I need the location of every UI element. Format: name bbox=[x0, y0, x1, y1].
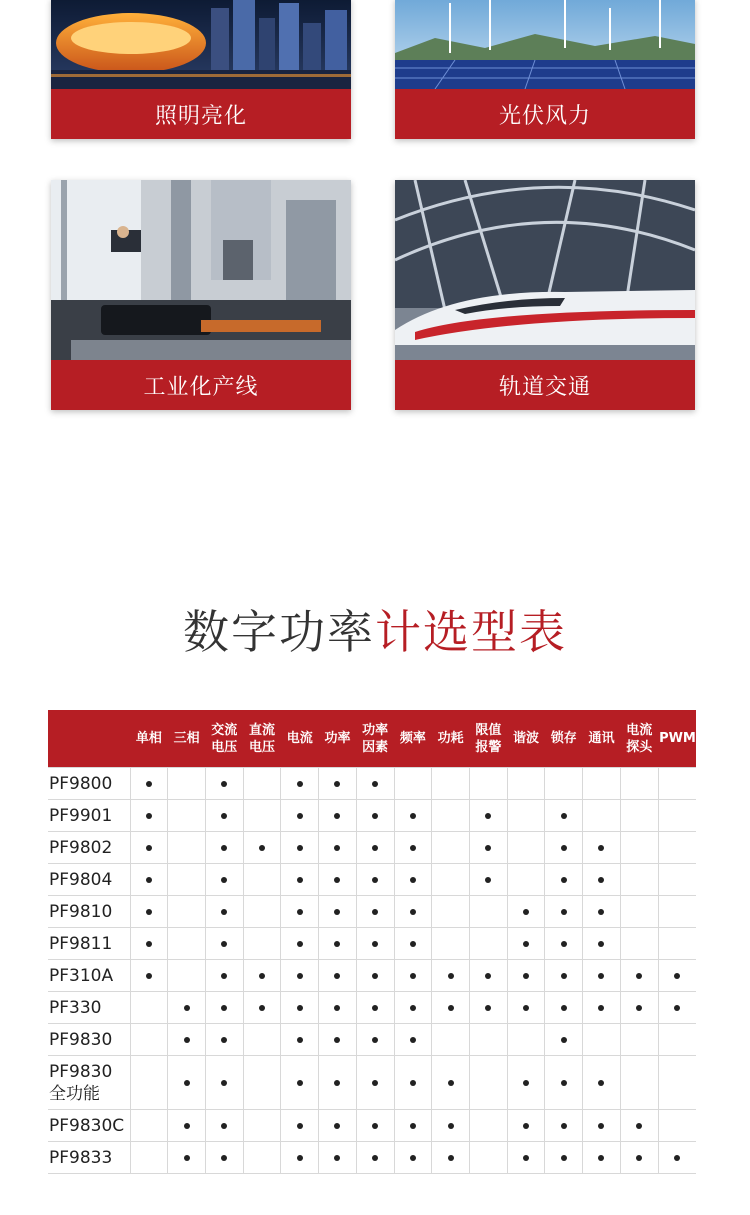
model-name: PF330 bbox=[48, 992, 130, 1024]
feature-dot bbox=[356, 832, 394, 864]
feature-dot bbox=[205, 768, 243, 800]
table-row bbox=[48, 896, 696, 928]
feature-dot bbox=[319, 768, 357, 800]
feature-cell bbox=[620, 928, 658, 960]
column-header: 交流 电压 bbox=[205, 710, 243, 768]
feature-dot bbox=[319, 1110, 357, 1142]
feature-cell bbox=[620, 896, 658, 928]
column-header: 单相 bbox=[130, 710, 168, 768]
feature-cell bbox=[469, 768, 507, 800]
card-photovoltaic-wind[interactable] bbox=[395, 0, 695, 139]
table-row bbox=[48, 832, 696, 864]
feature-dot bbox=[583, 1142, 621, 1174]
model-selection-table bbox=[48, 710, 696, 1174]
feature-cell bbox=[168, 864, 206, 896]
feature-dot bbox=[620, 960, 658, 992]
feature-cell bbox=[658, 896, 696, 928]
feature-dot bbox=[583, 1056, 621, 1110]
feature-dot bbox=[583, 928, 621, 960]
feature-cell bbox=[168, 768, 206, 800]
feature-cell bbox=[469, 1024, 507, 1056]
feature-cell bbox=[168, 960, 206, 992]
feature-dot bbox=[394, 992, 432, 1024]
feature-dot bbox=[168, 1142, 206, 1174]
feature-dot bbox=[545, 864, 583, 896]
model-name: PF9810 bbox=[48, 896, 130, 928]
feature-dot bbox=[583, 960, 621, 992]
feature-dot bbox=[205, 1056, 243, 1110]
feature-cell bbox=[243, 800, 281, 832]
feature-dot bbox=[205, 832, 243, 864]
model-name: PF9800 bbox=[48, 768, 130, 800]
feature-dot bbox=[319, 1024, 357, 1056]
table-header-row bbox=[48, 710, 696, 768]
column-header: 频率 bbox=[394, 710, 432, 768]
feature-cell bbox=[620, 832, 658, 864]
card-label: 工业化产线 bbox=[51, 360, 351, 410]
high-speed-train-image bbox=[395, 180, 695, 360]
feature-dot bbox=[432, 992, 470, 1024]
feature-cell bbox=[432, 1024, 470, 1056]
feature-dot bbox=[545, 800, 583, 832]
feature-dot bbox=[319, 1056, 357, 1110]
feature-dot bbox=[319, 832, 357, 864]
feature-cell bbox=[507, 768, 545, 800]
feature-cell bbox=[658, 1110, 696, 1142]
feature-dot bbox=[319, 864, 357, 896]
feature-dot bbox=[545, 896, 583, 928]
table-body bbox=[48, 768, 696, 1174]
feature-dot bbox=[243, 832, 281, 864]
feature-cell bbox=[507, 800, 545, 832]
feature-dot bbox=[545, 992, 583, 1024]
feature-dot bbox=[469, 864, 507, 896]
column-header: 谐波 bbox=[507, 710, 545, 768]
column-header: 功耗 bbox=[432, 710, 470, 768]
feature-dot bbox=[356, 1024, 394, 1056]
feature-cell bbox=[130, 992, 168, 1024]
feature-dot bbox=[507, 960, 545, 992]
feature-dot bbox=[168, 1024, 206, 1056]
card-label: 轨道交通 bbox=[395, 360, 695, 410]
feature-dot bbox=[394, 864, 432, 896]
column-header: 功率 因素 bbox=[356, 710, 394, 768]
feature-dot bbox=[281, 832, 319, 864]
column-header: 电流 探头 bbox=[620, 710, 658, 768]
feature-dot bbox=[130, 800, 168, 832]
column-header: 直流 电压 bbox=[243, 710, 281, 768]
feature-dot bbox=[205, 928, 243, 960]
feature-dot bbox=[319, 800, 357, 832]
card-industrial-line[interactable] bbox=[51, 180, 351, 410]
table-row bbox=[48, 1142, 696, 1174]
table-row bbox=[48, 1110, 696, 1142]
feature-cell bbox=[620, 864, 658, 896]
table-row bbox=[48, 992, 696, 1024]
feature-cell bbox=[620, 1024, 658, 1056]
city-night-image bbox=[51, 0, 351, 89]
feature-dot bbox=[281, 896, 319, 928]
feature-dot bbox=[658, 960, 696, 992]
model-name: PF9901 bbox=[48, 800, 130, 832]
model-name: PF9833 bbox=[48, 1142, 130, 1174]
feature-dot bbox=[205, 800, 243, 832]
feature-cell bbox=[130, 1142, 168, 1174]
feature-dot bbox=[469, 832, 507, 864]
feature-cell bbox=[620, 768, 658, 800]
feature-dot bbox=[281, 800, 319, 832]
model-name: PF9811 bbox=[48, 928, 130, 960]
table-row bbox=[48, 768, 696, 800]
feature-cell bbox=[469, 928, 507, 960]
section-title-dark: 数字功率 bbox=[183, 605, 375, 659]
feature-dot bbox=[130, 896, 168, 928]
model-header bbox=[48, 710, 130, 768]
feature-dot bbox=[469, 960, 507, 992]
feature-dot bbox=[394, 896, 432, 928]
feature-dot bbox=[130, 864, 168, 896]
feature-dot bbox=[168, 1110, 206, 1142]
feature-cell bbox=[243, 1056, 281, 1110]
feature-cell bbox=[469, 1142, 507, 1174]
feature-dot bbox=[356, 864, 394, 896]
feature-dot bbox=[281, 1142, 319, 1174]
feature-cell bbox=[507, 864, 545, 896]
feature-dot bbox=[394, 800, 432, 832]
feature-dot bbox=[356, 960, 394, 992]
feature-dot bbox=[281, 1056, 319, 1110]
feature-dot bbox=[394, 1024, 432, 1056]
feature-cell bbox=[243, 928, 281, 960]
feature-cell bbox=[583, 768, 621, 800]
column-header: 功率 bbox=[319, 710, 357, 768]
feature-dot bbox=[243, 960, 281, 992]
table-row bbox=[48, 1024, 696, 1056]
feature-dot bbox=[507, 992, 545, 1024]
industrial-line-image bbox=[51, 180, 351, 360]
feature-cell bbox=[432, 896, 470, 928]
feature-dot bbox=[168, 992, 206, 1024]
feature-dot bbox=[205, 896, 243, 928]
feature-dot bbox=[545, 1056, 583, 1110]
feature-dot bbox=[394, 960, 432, 992]
feature-cell bbox=[545, 768, 583, 800]
feature-dot bbox=[356, 800, 394, 832]
card-label: 光伏风力 bbox=[395, 89, 695, 139]
section-title-accent: 计选型表 bbox=[375, 605, 567, 659]
feature-cell bbox=[620, 800, 658, 832]
feature-cell bbox=[620, 1056, 658, 1110]
feature-dot bbox=[507, 896, 545, 928]
model-name: PF9830 bbox=[48, 1024, 130, 1056]
table-row bbox=[48, 864, 696, 896]
feature-dot bbox=[432, 1142, 470, 1174]
feature-dot bbox=[356, 1110, 394, 1142]
table-row bbox=[48, 1056, 696, 1110]
feature-dot bbox=[281, 768, 319, 800]
feature-cell bbox=[658, 768, 696, 800]
feature-dot bbox=[620, 992, 658, 1024]
feature-cell bbox=[243, 864, 281, 896]
model-name: PF9830C bbox=[48, 1110, 130, 1142]
feature-cell bbox=[658, 928, 696, 960]
feature-cell bbox=[168, 928, 206, 960]
feature-cell bbox=[130, 1056, 168, 1110]
feature-dot bbox=[394, 1142, 432, 1174]
feature-cell bbox=[469, 1110, 507, 1142]
feature-dot bbox=[583, 832, 621, 864]
feature-dot bbox=[583, 896, 621, 928]
card-label: 照明亮化 bbox=[51, 89, 351, 139]
column-header: 限值 报警 bbox=[469, 710, 507, 768]
feature-dot bbox=[507, 1056, 545, 1110]
feature-cell bbox=[432, 800, 470, 832]
feature-cell bbox=[583, 800, 621, 832]
feature-cell bbox=[432, 928, 470, 960]
card-lighting[interactable] bbox=[51, 0, 351, 139]
feature-dot bbox=[319, 960, 357, 992]
feature-dot bbox=[432, 1056, 470, 1110]
model-name: PF9830 全功能 bbox=[48, 1056, 130, 1110]
feature-cell bbox=[243, 1024, 281, 1056]
feature-dot bbox=[356, 992, 394, 1024]
feature-cell bbox=[658, 1024, 696, 1056]
feature-dot bbox=[205, 960, 243, 992]
feature-dot bbox=[205, 1024, 243, 1056]
feature-cell bbox=[168, 832, 206, 864]
feature-dot bbox=[281, 960, 319, 992]
card-rail-transit[interactable] bbox=[395, 180, 695, 410]
feature-dot bbox=[281, 1110, 319, 1142]
feature-cell bbox=[432, 864, 470, 896]
feature-dot bbox=[130, 960, 168, 992]
feature-cell bbox=[394, 768, 432, 800]
feature-dot bbox=[620, 1142, 658, 1174]
feature-dot bbox=[205, 1110, 243, 1142]
feature-dot bbox=[356, 1056, 394, 1110]
feature-dot bbox=[432, 1110, 470, 1142]
feature-dot bbox=[205, 992, 243, 1024]
model-name: PF9802 bbox=[48, 832, 130, 864]
feature-cell bbox=[432, 832, 470, 864]
feature-cell bbox=[243, 768, 281, 800]
column-header: 电流 bbox=[281, 710, 319, 768]
feature-cell bbox=[507, 1024, 545, 1056]
feature-cell bbox=[658, 864, 696, 896]
feature-cell bbox=[243, 1142, 281, 1174]
feature-dot bbox=[394, 832, 432, 864]
feature-cell bbox=[658, 800, 696, 832]
section-title bbox=[0, 600, 750, 664]
feature-dot bbox=[281, 864, 319, 896]
feature-dot bbox=[319, 896, 357, 928]
feature-dot bbox=[168, 1056, 206, 1110]
feature-dot bbox=[620, 1110, 658, 1142]
solar-wind-image bbox=[395, 0, 695, 89]
feature-dot bbox=[583, 864, 621, 896]
feature-dot bbox=[243, 992, 281, 1024]
feature-dot bbox=[394, 1056, 432, 1110]
feature-dot bbox=[507, 928, 545, 960]
column-header: 通讯 bbox=[583, 710, 621, 768]
feature-dot bbox=[545, 928, 583, 960]
feature-dot bbox=[545, 1110, 583, 1142]
feature-cell bbox=[243, 896, 281, 928]
feature-cell bbox=[130, 1110, 168, 1142]
model-name: PF310A bbox=[48, 960, 130, 992]
column-header: 三相 bbox=[168, 710, 206, 768]
feature-cell bbox=[507, 832, 545, 864]
model-name: PF9804 bbox=[48, 864, 130, 896]
feature-cell bbox=[658, 1056, 696, 1110]
feature-dot bbox=[281, 992, 319, 1024]
feature-cell bbox=[130, 1024, 168, 1056]
feature-dot bbox=[319, 928, 357, 960]
feature-dot bbox=[319, 992, 357, 1024]
feature-cell bbox=[469, 1056, 507, 1110]
feature-dot bbox=[205, 1142, 243, 1174]
feature-dot bbox=[583, 992, 621, 1024]
feature-dot bbox=[545, 960, 583, 992]
feature-dot bbox=[130, 768, 168, 800]
feature-dot bbox=[394, 1110, 432, 1142]
table-row bbox=[48, 960, 696, 992]
feature-dot bbox=[356, 1142, 394, 1174]
feature-dot bbox=[469, 800, 507, 832]
feature-cell bbox=[168, 896, 206, 928]
feature-cell bbox=[243, 1110, 281, 1142]
feature-dot bbox=[356, 928, 394, 960]
feature-dot bbox=[205, 864, 243, 896]
table-row bbox=[48, 928, 696, 960]
feature-dot bbox=[507, 1110, 545, 1142]
column-header: 锁存 bbox=[545, 710, 583, 768]
feature-dot bbox=[545, 1024, 583, 1056]
feature-dot bbox=[130, 832, 168, 864]
feature-cell bbox=[469, 896, 507, 928]
feature-cell bbox=[658, 832, 696, 864]
feature-dot bbox=[319, 1142, 357, 1174]
column-header: PWM bbox=[658, 710, 696, 768]
feature-dot bbox=[658, 992, 696, 1024]
feature-dot bbox=[281, 1024, 319, 1056]
feature-dot bbox=[394, 928, 432, 960]
feature-dot bbox=[545, 832, 583, 864]
feature-dot bbox=[356, 768, 394, 800]
feature-dot bbox=[658, 1142, 696, 1174]
feature-dot bbox=[356, 896, 394, 928]
feature-dot bbox=[130, 928, 168, 960]
feature-cell bbox=[583, 1024, 621, 1056]
feature-dot bbox=[469, 992, 507, 1024]
feature-dot bbox=[583, 1110, 621, 1142]
feature-dot bbox=[545, 1142, 583, 1174]
feature-cell bbox=[432, 768, 470, 800]
feature-cell bbox=[168, 800, 206, 832]
feature-dot bbox=[432, 960, 470, 992]
feature-dot bbox=[507, 1142, 545, 1174]
table-row bbox=[48, 800, 696, 832]
feature-dot bbox=[281, 928, 319, 960]
